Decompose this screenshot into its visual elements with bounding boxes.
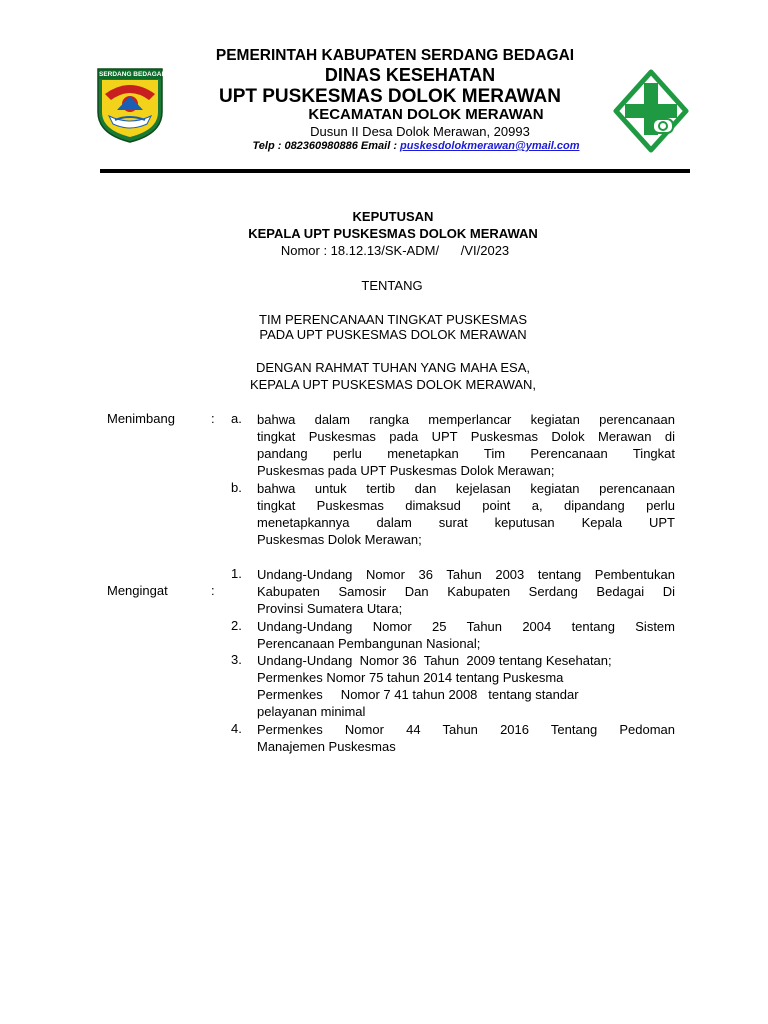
decree-issuer: KEPALA UPT PUSKESMAS DOLOK MERAWAN — [248, 226, 538, 241]
text-line: Provinsi Sumatera Utara; — [257, 601, 403, 616]
mengingat-mark-2: 2. — [231, 618, 242, 633]
text-line: tingkat Puskesmas pada UPT Puskesmas Dolok Merawan di — [257, 429, 675, 444]
subject-line-1: TIM PERENCANAAN TINGKAT PUSKESMAS — [259, 312, 527, 327]
header-contact — [32, 140, 768, 152]
mengingat-label: Mengingat — [107, 583, 168, 598]
mengingat-item-3 — [257, 652, 675, 720]
text-line: tingkat Puskesmas dimaksud point a, dipandang perlu — [257, 498, 675, 513]
menimbang-colon: : — [211, 411, 215, 426]
menimbang-mark-b: b. — [231, 480, 242, 495]
text-line: Permenkes Nomor 44 Tahun 2016 Tentang Pedoman — [257, 722, 675, 737]
email-link[interactable]: puskesdolokmerawan@ymail.com — [400, 140, 580, 152]
text-line: Perencanaan Pembangunan Nasional; — [257, 636, 481, 651]
text-line: Undang-Undang Nomor 25 Tahun 2004 tentang Sistem — [257, 619, 675, 634]
header-telp: Telp : 082360980886 Email : — [252, 140, 401, 152]
rahmat-line-2: KEPALA UPT PUSKESMAS DOLOK MERAWAN, — [249, 377, 537, 392]
menimbang-item-a — [257, 411, 675, 479]
text-line: pelayanan minimal — [257, 704, 366, 719]
header-divider — [100, 169, 690, 173]
decree-title: KEPUTUSAN — [352, 209, 434, 224]
header-line-upt: UPT PUSKESMAS DOLOK MERAWAN — [218, 86, 562, 107]
mengingat-item-1 — [257, 566, 675, 617]
menimbang-mark-a: a. — [231, 411, 242, 426]
text-line: menetapkannya dalam surat keputusan Kepala UPT — [257, 515, 675, 530]
mengingat-item-2 — [257, 618, 675, 652]
text-line: Puskesmas Dolok Merawan; — [257, 532, 422, 547]
tentang-heading: TENTANG — [361, 278, 423, 293]
mengingat-mark-4: 4. — [231, 721, 242, 736]
text-line: Permenkes Nomor 75 tahun 2014 tentang Puskesma — [257, 670, 564, 685]
header-line-dinas: DINAS KESEHATAN — [324, 65, 496, 85]
mengingat-mark-3: 3. — [231, 652, 242, 667]
text-line: pandang perlu menetapkan Tim Perencanaan Tingkat — [257, 446, 675, 461]
text-line: bahwa dalam rangka memperlancar kegiatan perencanaan — [257, 412, 675, 427]
header-line-kecamatan: KECAMATAN DOLOK MERAWAN — [308, 106, 544, 123]
logo-lettering: SERDANG BEDAGAI — [99, 71, 164, 78]
mengingat-mark-1: 1. — [231, 566, 242, 581]
text-line: bahwa untuk tertib dan kejelasan kegiatan perencanaan — [257, 481, 675, 496]
text-line: Undang-Undang Nomor 36 Tahun 2009 tentang Kesehatan; — [257, 653, 612, 668]
header-address: Dusun II Desa Dolok Merawan, 20993 — [310, 124, 530, 139]
text-line: Undang-Undang Nomor 36 Tahun 2003 tentang Pembentukan — [257, 567, 675, 582]
text-line: Kabupaten Samosir Dan Kabupaten Serdang Bedagai Di — [257, 584, 675, 599]
menimbang-item-b — [257, 480, 675, 548]
menimbang-label: Menimbang — [107, 411, 175, 426]
decree-number: Nomor : 18.12.13/SK-ADM/ /VI/2023 — [280, 243, 510, 258]
mengingat-colon: : — [211, 583, 215, 598]
subject-line-2: PADA UPT PUSKESMAS DOLOK MERAWAN — [259, 327, 527, 342]
text-line: Manajemen Puskesmas — [257, 739, 396, 754]
text-line: Permenkes Nomor 7 41 tahun 2008 tentang standar — [257, 687, 579, 702]
text-line: Puskesmas pada UPT Puskesmas Dolok Merawan; — [257, 463, 555, 478]
rahmat-line-1: DENGAN RAHMAT TUHAN YANG MAHA ESA, — [255, 360, 530, 375]
mengingat-item-4 — [257, 721, 675, 755]
header-line-pemerintah: PEMERINTAH KABUPATEN SERDANG BEDAGAI — [215, 47, 575, 64]
